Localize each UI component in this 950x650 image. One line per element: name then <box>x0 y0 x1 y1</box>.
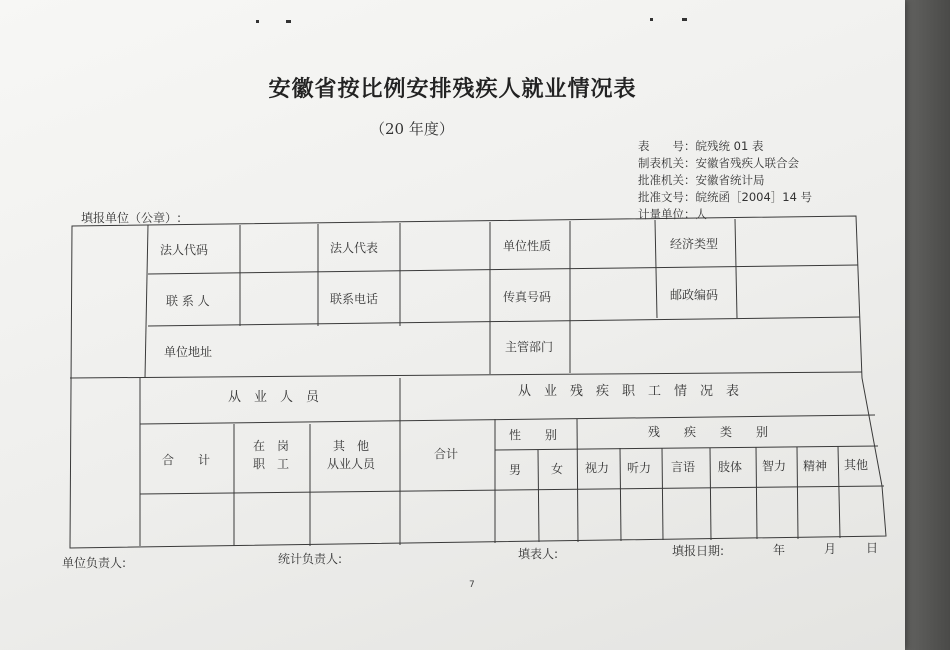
col-other-line2: 从业人员 <box>327 457 376 471</box>
col-total: 合 计 <box>162 453 211 467</box>
footer-date-label: 填报日期: <box>672 544 725 558</box>
label-postcode: 邮政编码 <box>670 288 719 302</box>
footer-year: 年 <box>773 543 786 557</box>
col-onduty-line2: 职 工 <box>253 457 290 471</box>
section-employees: 从 业 人 员 <box>228 390 320 405</box>
col-speech: 言语 <box>671 460 696 474</box>
label-contact-person: 联 系 人 <box>166 294 210 308</box>
label-legal-rep: 法人代表 <box>330 241 379 255</box>
label-economic-type: 经济类型 <box>670 237 719 251</box>
col-other: 其他 <box>844 458 869 472</box>
label-legal-code: 法人代码 <box>160 243 209 257</box>
meta-issuing-authority: 制表机关：安徽省残疾人联合会 <box>638 156 799 170</box>
label-contact-phone: 联系电话 <box>330 292 379 306</box>
col-intellectual: 智力 <box>762 459 787 473</box>
footer-stat-head: 统计负责人: <box>278 552 343 566</box>
meta-approval-number: 批准文号：皖统函［2004］14 号 <box>638 190 813 204</box>
footer-filler: 填表人: <box>518 547 559 561</box>
meta-form-number: 表 号：皖残统 01 表 <box>638 139 764 153</box>
footer-month: 月 <box>824 542 837 556</box>
col-onduty-line1: 在 岗 <box>253 439 290 453</box>
section-disabled-employees: 从 业 残 疾 职 工 情 况 表 <box>518 384 740 399</box>
col-mental: 精神 <box>803 459 828 473</box>
footer-day: 日 <box>866 541 879 555</box>
footer-unit-head: 单位负责人: <box>62 556 127 570</box>
col-other-line1: 其 他 <box>333 439 370 453</box>
col-vision: 视力 <box>585 461 610 475</box>
label-supervising-dept: 主管部门 <box>505 340 554 354</box>
col-gender: 性 别 <box>509 428 558 442</box>
col-male: 男 <box>509 463 522 477</box>
col-disabled-total: 合计 <box>434 447 459 461</box>
label-fax: 传真号码 <box>503 290 552 304</box>
col-female: 女 <box>551 462 564 476</box>
col-disability-category: 残 疾 类 别 <box>648 425 769 439</box>
meta-unit: 计量单位：人 <box>638 207 707 221</box>
reporting-unit-label: 填报单位（公章）: <box>81 211 182 225</box>
col-hearing: 听力 <box>627 461 652 475</box>
label-address: 单位地址 <box>164 345 213 359</box>
meta-approving-authority: 批准机关：安徽省统计局 <box>638 173 765 187</box>
col-limb: 肢体 <box>718 460 743 474</box>
label-unit-nature: 单位性质 <box>503 239 552 253</box>
document-title: 安徽省按比例安排残疾人就业情况表 <box>268 76 637 102</box>
year-label: （20 年度） <box>370 120 454 138</box>
page-number: 7 <box>469 580 475 590</box>
